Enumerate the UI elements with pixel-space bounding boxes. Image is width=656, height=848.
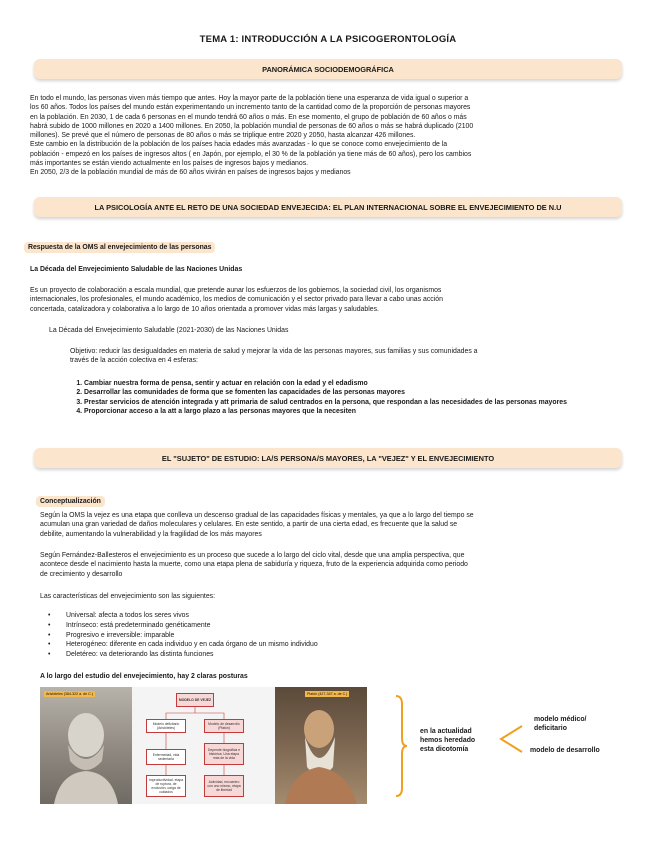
plato-label: Platón (427-347 a. de C.) xyxy=(307,692,348,696)
medical-model-label xyxy=(534,715,586,733)
who-definition-paragraph xyxy=(40,511,632,539)
postures-intro: A lo largo del estudio del envejecimiento, hay 2 claras posturas xyxy=(40,673,248,680)
text-line: concertada, catalizadora y colaborativa a lo largo de 10 años orientada a promover vidas más largas y saludables. xyxy=(30,305,379,313)
text-line: través de la acción colectiva en 4 esferas: xyxy=(70,357,198,365)
deficit-trait-box: Enfermedad, vida sedentaria xyxy=(146,749,186,765)
text-line: en la actualidad xyxy=(420,728,472,735)
list-item: • Universal: afecta a todos los seres vivos xyxy=(64,611,608,621)
text-line: acumulan una gran variedad de daños moleculares y celulares. En este sentido, a partir de una cierta edad, es frecuente que la salud se xyxy=(40,521,458,529)
text-line: Este cambio en la distribución de la población de los países hacia edades más avanzadas - lo que se conoce como envejecimiento de la xyxy=(30,141,448,149)
who-response-tag: Respuesta de la OMS al envejecimiento de las personas xyxy=(24,242,215,253)
list-item: • Intrínseco: está predeterminado genéticamente xyxy=(64,621,608,631)
text-line: En 2050, 2/3 de la población mundial de más de 60 años vivirán en países de ingresos bajos y medianos xyxy=(30,169,351,177)
text-line: habrá subido de 1000 millones en 2020 a 1400 millones. En 2050, la población mundial de personas de 60 años o más se habrá duplicado (2100 xyxy=(30,122,474,130)
aristotle-bust-image xyxy=(40,687,132,804)
bracket-right-icon xyxy=(394,694,408,798)
section-banner-sujeto-estudio: EL "SUJETO" DE ESTUDIO: LA/S PERSONA/S MAYORES, LA "VEJEZ" Y EL ENVEJECIMIENTO xyxy=(34,448,622,468)
text-line: Según Fernández-Ballesteros el envejecimiento es un proceso que sucede a lo largo del ciclo vital, desde que una amplia perspectiva, que xyxy=(40,552,465,559)
text-line: de crecimiento y desarrollo xyxy=(40,570,123,578)
text-line: Según la OMS la vejez es una etapa que conlleva un descenso gradual de las capacidades físicas y mentales, ya que a lo largo del tiempo se xyxy=(40,512,474,519)
characteristics-list xyxy=(48,611,608,660)
list-item: • Progresivo e irreversible: imparable xyxy=(64,631,608,641)
text-line: debilite, aumentando la vulnerabilidad y la fragilidad de los más mayores xyxy=(40,530,262,538)
model-root-box: MODELO DE VEJEZ xyxy=(176,693,214,707)
text-line: hemos heredado xyxy=(420,737,476,744)
dichotomy-note xyxy=(420,727,475,754)
text-line: acontece desde el nacimiento hasta la muerte, como una etapa plena de sabiduría y riqueza, fruto de la experiencia adquirida como periodo xyxy=(40,561,468,569)
sociodemographic-paragraph xyxy=(30,94,630,178)
aristotle-label: Aristóteles (384-322 a. de C.) xyxy=(46,692,93,696)
document-title: TEMA 1: INTRODUCCIÓN A LA PSICOGERONTOLOGÍA xyxy=(199,34,457,45)
angle-bracket-icon xyxy=(498,724,524,754)
development-trait-box: Actividad, encuentro con uno mismo, etapa de libertad xyxy=(204,775,244,797)
text-line: En todo el mundo, las personas viven más tiempo que antes. Hoy la mayor parte de la población tiene una esperanza de vida igual o superior a xyxy=(30,95,469,102)
text-line: deficitario xyxy=(534,725,567,732)
conceptualization-tag: Conceptualización xyxy=(36,496,105,507)
plato-painting-image xyxy=(275,687,367,804)
text-line: los 60 años. Todos los países del mundo están experimentando un incremento tanto de la cantidad como de la proporción de personas mayores xyxy=(30,104,471,112)
list-item: 4. Proporcionar acceso a la att a largo plazo a las personas mayores que la necesiten xyxy=(84,407,630,416)
decade-subtitle: La Década del Envejecimiento Saludable (2021-2030) de las Naciones Unidas xyxy=(49,327,289,334)
diagram-connectors xyxy=(140,687,252,804)
fernandez-ballesteros-paragraph xyxy=(40,551,632,579)
deficit-model-box: Modelo deficitario (Aristóteles) xyxy=(146,719,186,733)
text-line: Es un proyecto de colaboración a escala mundial, que pretende aunar los esfuerzos de los gobiernos, la sociedad civil, los organismos xyxy=(30,287,442,294)
section-banner-sociodemografica: PANORÁMICA SOCIODEMOGRÁFICA xyxy=(34,59,622,79)
plato-icon xyxy=(275,687,367,804)
section-banner-plan-internacional: LA PSICOLOGÍA ANTE EL RETO DE UNA SOCIEDAD ENVEJECIDA: EL PLAN INTERNACIONAL SOBRE EL ENVEJECIMIENTO DE N.U xyxy=(34,197,622,217)
text-line: en la población. En 2030, 1 de cada 6 personas en el mundo tendrá 60 años o más. En ese momento, el grupo de población de 60 años o más xyxy=(30,113,467,121)
characteristics-intro: Las características del envejecimiento son las siguientes: xyxy=(40,593,216,600)
text-line: más importantes se están viendo actualmente en los países de ingresos bajos y medianos. xyxy=(30,160,309,168)
text-line: internacionales, los profesionales, el mundo académico, los medios de comunicación y el sector privado para llevar a cabo unas acción xyxy=(30,296,443,304)
development-model-label: modelo de desarrollo xyxy=(530,747,600,754)
aging-models-figure xyxy=(40,687,367,804)
objective-paragraph xyxy=(70,347,630,366)
spheres-list xyxy=(70,379,630,416)
text-line: esta dicotomía xyxy=(420,746,469,753)
aristotle-icon xyxy=(40,687,132,804)
text-line: población - empezó en los países de ingresos altos ( en Japón, por ejemplo, el 30 % de la población ya tiene más de 60 años), pero los cambios xyxy=(30,150,472,158)
list-item: 2. Desarrollar las comunidades de forma que se fomenten las capacidades de las personas mayores xyxy=(84,388,630,397)
list-item: 3. Prestar servicios de atención integrada y att primaria de salud centrados en la persona, que respondan a las necesidades de las personas mayores xyxy=(84,398,630,407)
development-trait-box: Depende biográfica e histórica. Una etapa más de la vida xyxy=(204,743,244,765)
deficit-trait-box: Improductividad, etapa de ruptura, de exclusión, carga de cuidados xyxy=(146,775,186,797)
list-item: • Heterogéneo: diferente en cada individuo y en cada órgano de un mismo individuo xyxy=(64,640,608,650)
development-model-box: Modelo de desarrollo (Platón) xyxy=(204,719,244,733)
list-item: • Deletéreo: va deteriorando las distinta funciones xyxy=(64,650,608,660)
list-item: 1. Cambiar nuestra forma de pensa, sentir y actuar en relación con la edad y el edadismo xyxy=(84,379,630,388)
decade-heading: La Década del Envejecimiento Saludable de las Naciones Unidas xyxy=(30,266,243,273)
text-line: Objetivo: reducir las desigualdades en materia de salud y mejorar la vida de las personas mayores, sus familias y sus comunidades a xyxy=(70,348,478,355)
text-line: millones). Se prevé que el número de personas de 80 años o más se triplique entre 2020 y 2050, hasta alcanzar 426 millones. xyxy=(30,132,416,140)
text-line: modelo médico/ xyxy=(534,716,587,723)
decade-paragraph xyxy=(30,286,630,314)
